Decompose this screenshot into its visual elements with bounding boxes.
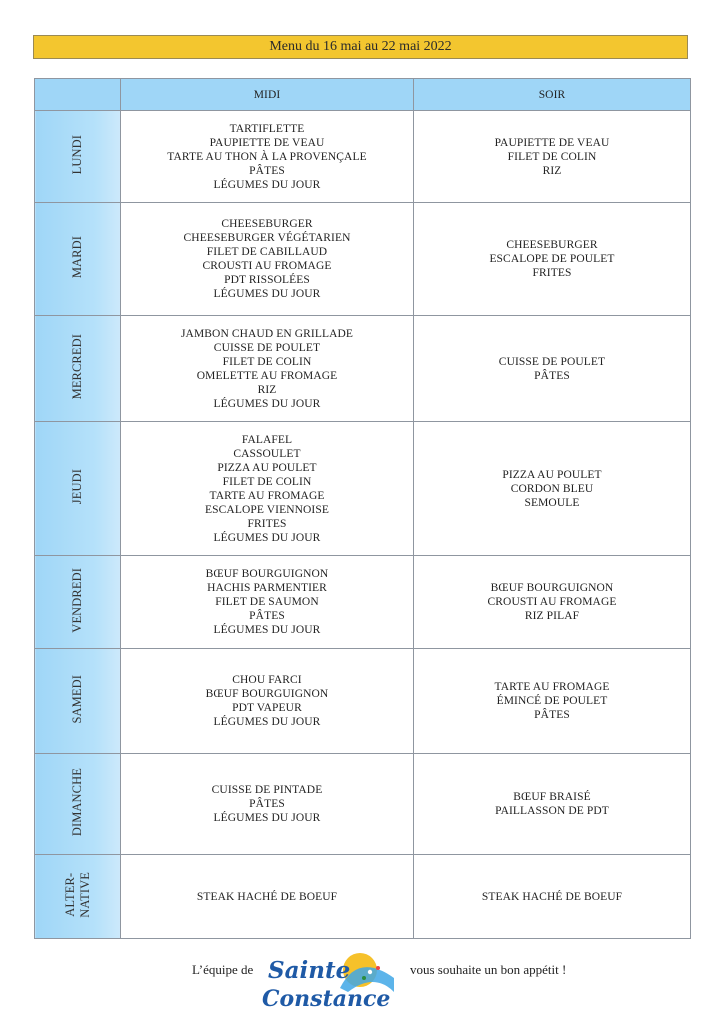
dish-item: CUISSE DE POULET [498,355,606,368]
header-row [35,79,691,111]
dish-item: TARTE AU FROMAGE [494,681,610,693]
dish-item: LÉGUMES DU JOUR [213,531,321,544]
footer-left-text: L’équipe de [192,962,254,977]
soir-cell [414,556,691,649]
day-row [35,422,691,556]
dish-item: CORDON BLEU [510,482,594,495]
dish-item: LÉGUMES DU JOUR [213,716,321,728]
dish-item: BŒUF BOURGUIGNON [205,568,329,580]
footer-right-text: vous souhaite un bon appétit ! [410,962,567,977]
dish-item: PÂTES [249,610,285,622]
dish-item: RIZ PILAF [524,610,580,622]
dish-item: PIZZA AU POULET [217,461,317,474]
day-cell [35,422,121,556]
dish-item: PAUPIETTE DE VEAU [209,136,325,149]
dish-item: FRITES [532,267,572,279]
soir-cell [414,649,691,754]
day-cell [35,316,121,422]
soir-cell [414,316,691,422]
soir-cell [414,203,691,316]
dish-item: PAILLASSON DE PDT [495,805,609,817]
dish-item: TARTE AU FROMAGE [209,489,325,502]
day-cell [35,556,121,649]
day-row [35,316,691,422]
dish-item: FILET DE COLIN [222,355,312,368]
dish-item: HACHIS PARMENTIER [207,582,327,594]
midi-cell [121,649,414,754]
footer [0,948,725,1018]
dish-item: CUISSE DE PINTADE [211,784,323,796]
sainte-constance-logo [262,948,410,1016]
day-label: SAMEDI [70,674,84,724]
dish-item: PDT VAPEUR [232,702,302,714]
dish-item: ESCALOPE DE POULET [489,253,615,265]
dish-item: BŒUF BRAISÉ [513,791,591,803]
menu-title: Menu du 16 mai au 22 mai 2022 [33,35,688,59]
day-label: DIMANCHE [70,767,84,837]
dish-item: BŒUF BOURGUIGNON [205,688,329,700]
dish-item: FILET DE COLIN [222,475,312,488]
dish-item: PÂTES [249,164,285,177]
midi-cell [121,556,414,649]
day-cell [35,649,121,754]
midi-cell [121,111,414,203]
dish-item: PÂTES [534,369,570,382]
menu-table [34,78,691,939]
soir-cell [414,422,691,556]
day-cell [35,855,121,939]
dish-item: LÉGUMES DU JOUR [213,178,321,191]
dish-item: LÉGUMES DU JOUR [213,812,321,824]
day-row [35,203,691,316]
dish-item: JAMBON CHAUD EN GRILLADE [180,327,354,340]
dish-item: FILET DE CABILLAUD [206,246,328,258]
midi-cell [121,855,414,939]
dish-item: CHEESEBURGER VÉGÉTARIEN [183,232,351,244]
dish-item: CROUSTI AU FROMAGE [487,596,617,608]
dish-item: ÉMINCÉ DE POULET [496,695,608,707]
day-row [35,556,691,649]
dish-item: STEAK HACHÉ DE BOEUF [196,890,338,903]
dish-item: PÂTES [534,709,570,721]
dish-item: PIZZA AU POULET [502,468,602,481]
day-cell [35,203,121,316]
dish-item: RIZ [257,383,277,396]
dish-item: FILET DE SAUMON [215,596,319,608]
day-cell [35,754,121,855]
dish-item: TARTE AU THON À LA PROVENÇALE [167,150,367,163]
menu-body [35,111,691,939]
dish-item: OMELETTE AU FROMAGE [196,369,338,382]
svg-text:Constance: Constance [262,986,391,1012]
day-label: LUNDI [70,134,84,175]
dish-item: CROUSTI AU FROMAGE [202,260,332,272]
dish-item: CUISSE DE POULET [213,341,321,354]
dish-item: PDT RISSOLÉES [224,274,310,286]
dish-item: LÉGUMES DU JOUR [213,288,321,300]
header-soir: SOIR [414,79,691,111]
midi-cell [121,316,414,422]
day-row [35,649,691,754]
day-label: VENDREDI [70,567,84,633]
dish-item: BŒUF BOURGUIGNON [490,582,614,594]
dish-item: LÉGUMES DU JOUR [213,624,321,636]
dish-item: FRITES [247,517,287,530]
day-label: MERCREDI [70,333,84,400]
dish-item: ESCALOPE VIENNOISE [205,503,329,516]
midi-cell [121,203,414,316]
header-corner [35,79,121,111]
header-midi: MIDI [121,79,414,111]
day-cell [35,111,121,203]
dish-item: FILET DE COLIN [507,150,597,163]
day-label: JEUDI [70,468,84,505]
dish-item: STEAK HACHÉ DE BOEUF [481,890,623,903]
dish-item: PÂTES [249,798,285,810]
day-row [35,855,691,939]
dish-item: SEMOULE [524,496,580,509]
dish-item: CHEESEBURGER [221,218,313,230]
day-row [35,754,691,855]
soir-cell [414,754,691,855]
dish-item: FALAFEL [241,433,293,446]
dish-item: CHOU FARCI [232,674,302,686]
dish-item: PAUPIETTE DE VEAU [494,136,610,149]
dish-item: TARTIFLETTE [229,122,305,135]
midi-cell [121,422,414,556]
day-label: ALTER- NATIVE [62,871,92,918]
dish-item: RIZ [542,164,562,177]
svg-text:Sainte: Sainte [268,957,351,984]
soir-cell [414,855,691,939]
dish-item: CHEESEBURGER [506,239,598,251]
soir-cell [414,111,691,203]
dish-item: CASSOULET [233,447,301,460]
day-label: MARDI [70,235,84,279]
day-row [35,111,691,203]
dish-item: LÉGUMES DU JOUR [213,397,321,410]
midi-cell [121,754,414,855]
